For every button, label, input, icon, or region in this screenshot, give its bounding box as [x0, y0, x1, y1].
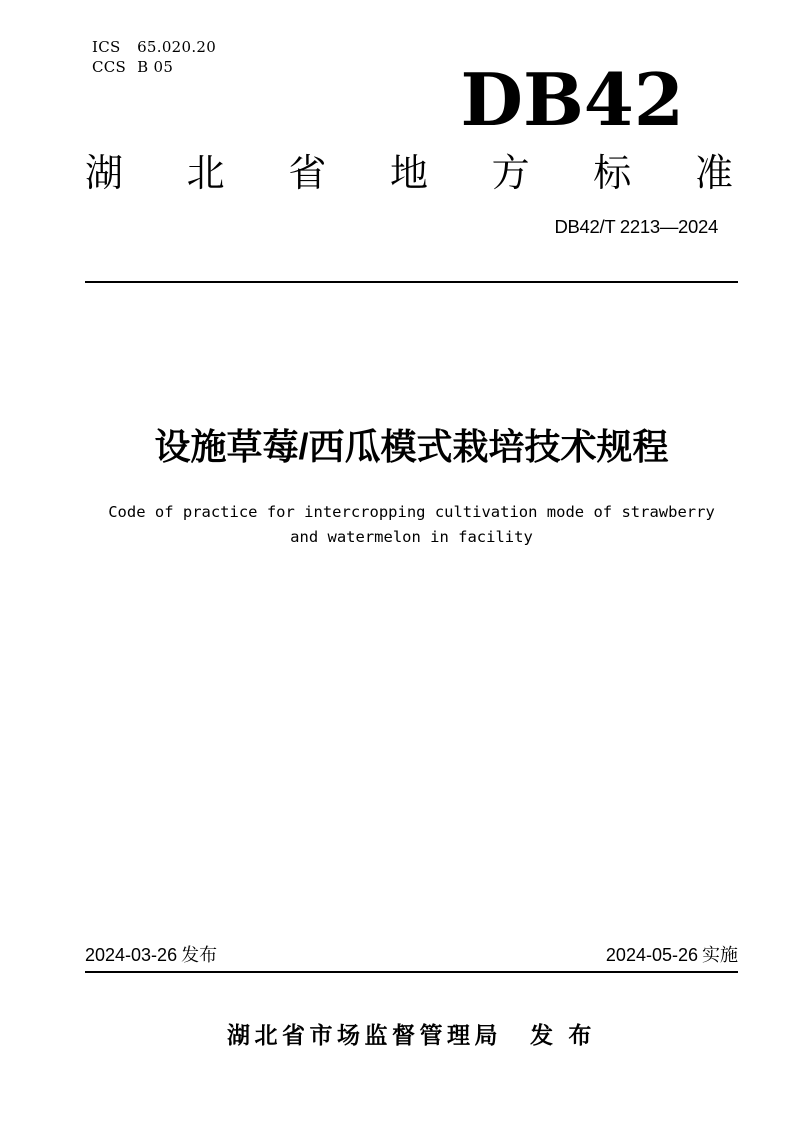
- standard-title-cn: 设施草莓/西瓜模式栽培技术规程: [154, 426, 669, 467]
- ics-value: 65.020.20: [137, 38, 217, 56]
- ics-line: [92, 37, 216, 57]
- standard-title-en-line2: and watermelon in facility: [290, 528, 533, 546]
- dates-row: [85, 943, 738, 967]
- implement-date-label: 实施: [702, 945, 738, 965]
- ccs-label: CCS: [92, 58, 127, 76]
- publisher-name: 湖北省市场监督管理局: [227, 1022, 503, 1048]
- ccs-value: B 05: [137, 58, 174, 76]
- publish-action-label: 发 布: [530, 1022, 596, 1048]
- ics-ccs-block: [92, 37, 216, 77]
- implement-date: [606, 943, 738, 967]
- ccs-line: [92, 57, 216, 77]
- db42-logo: DB42: [460, 57, 684, 142]
- ics-label: ICS: [92, 38, 121, 56]
- issue-date: [85, 943, 217, 967]
- standard-title-en-line1: Code of practice for intercropping cultivation mode of strawberry: [108, 503, 715, 521]
- implement-date-value: 2024-05-26: [605, 945, 698, 965]
- footer-rule: [85, 971, 738, 973]
- standard-type-title: 湖 北 省 地 方 标 准: [85, 153, 733, 195]
- issue-date-label: 发布: [181, 945, 218, 965]
- issue-date-value: 2024-03-26: [85, 945, 178, 965]
- header-rule: [85, 281, 738, 283]
- standard-title-en: [85, 500, 738, 550]
- publisher-row: [85, 1021, 738, 1049]
- standard-number: DB42/T 2213—2024: [554, 216, 718, 237]
